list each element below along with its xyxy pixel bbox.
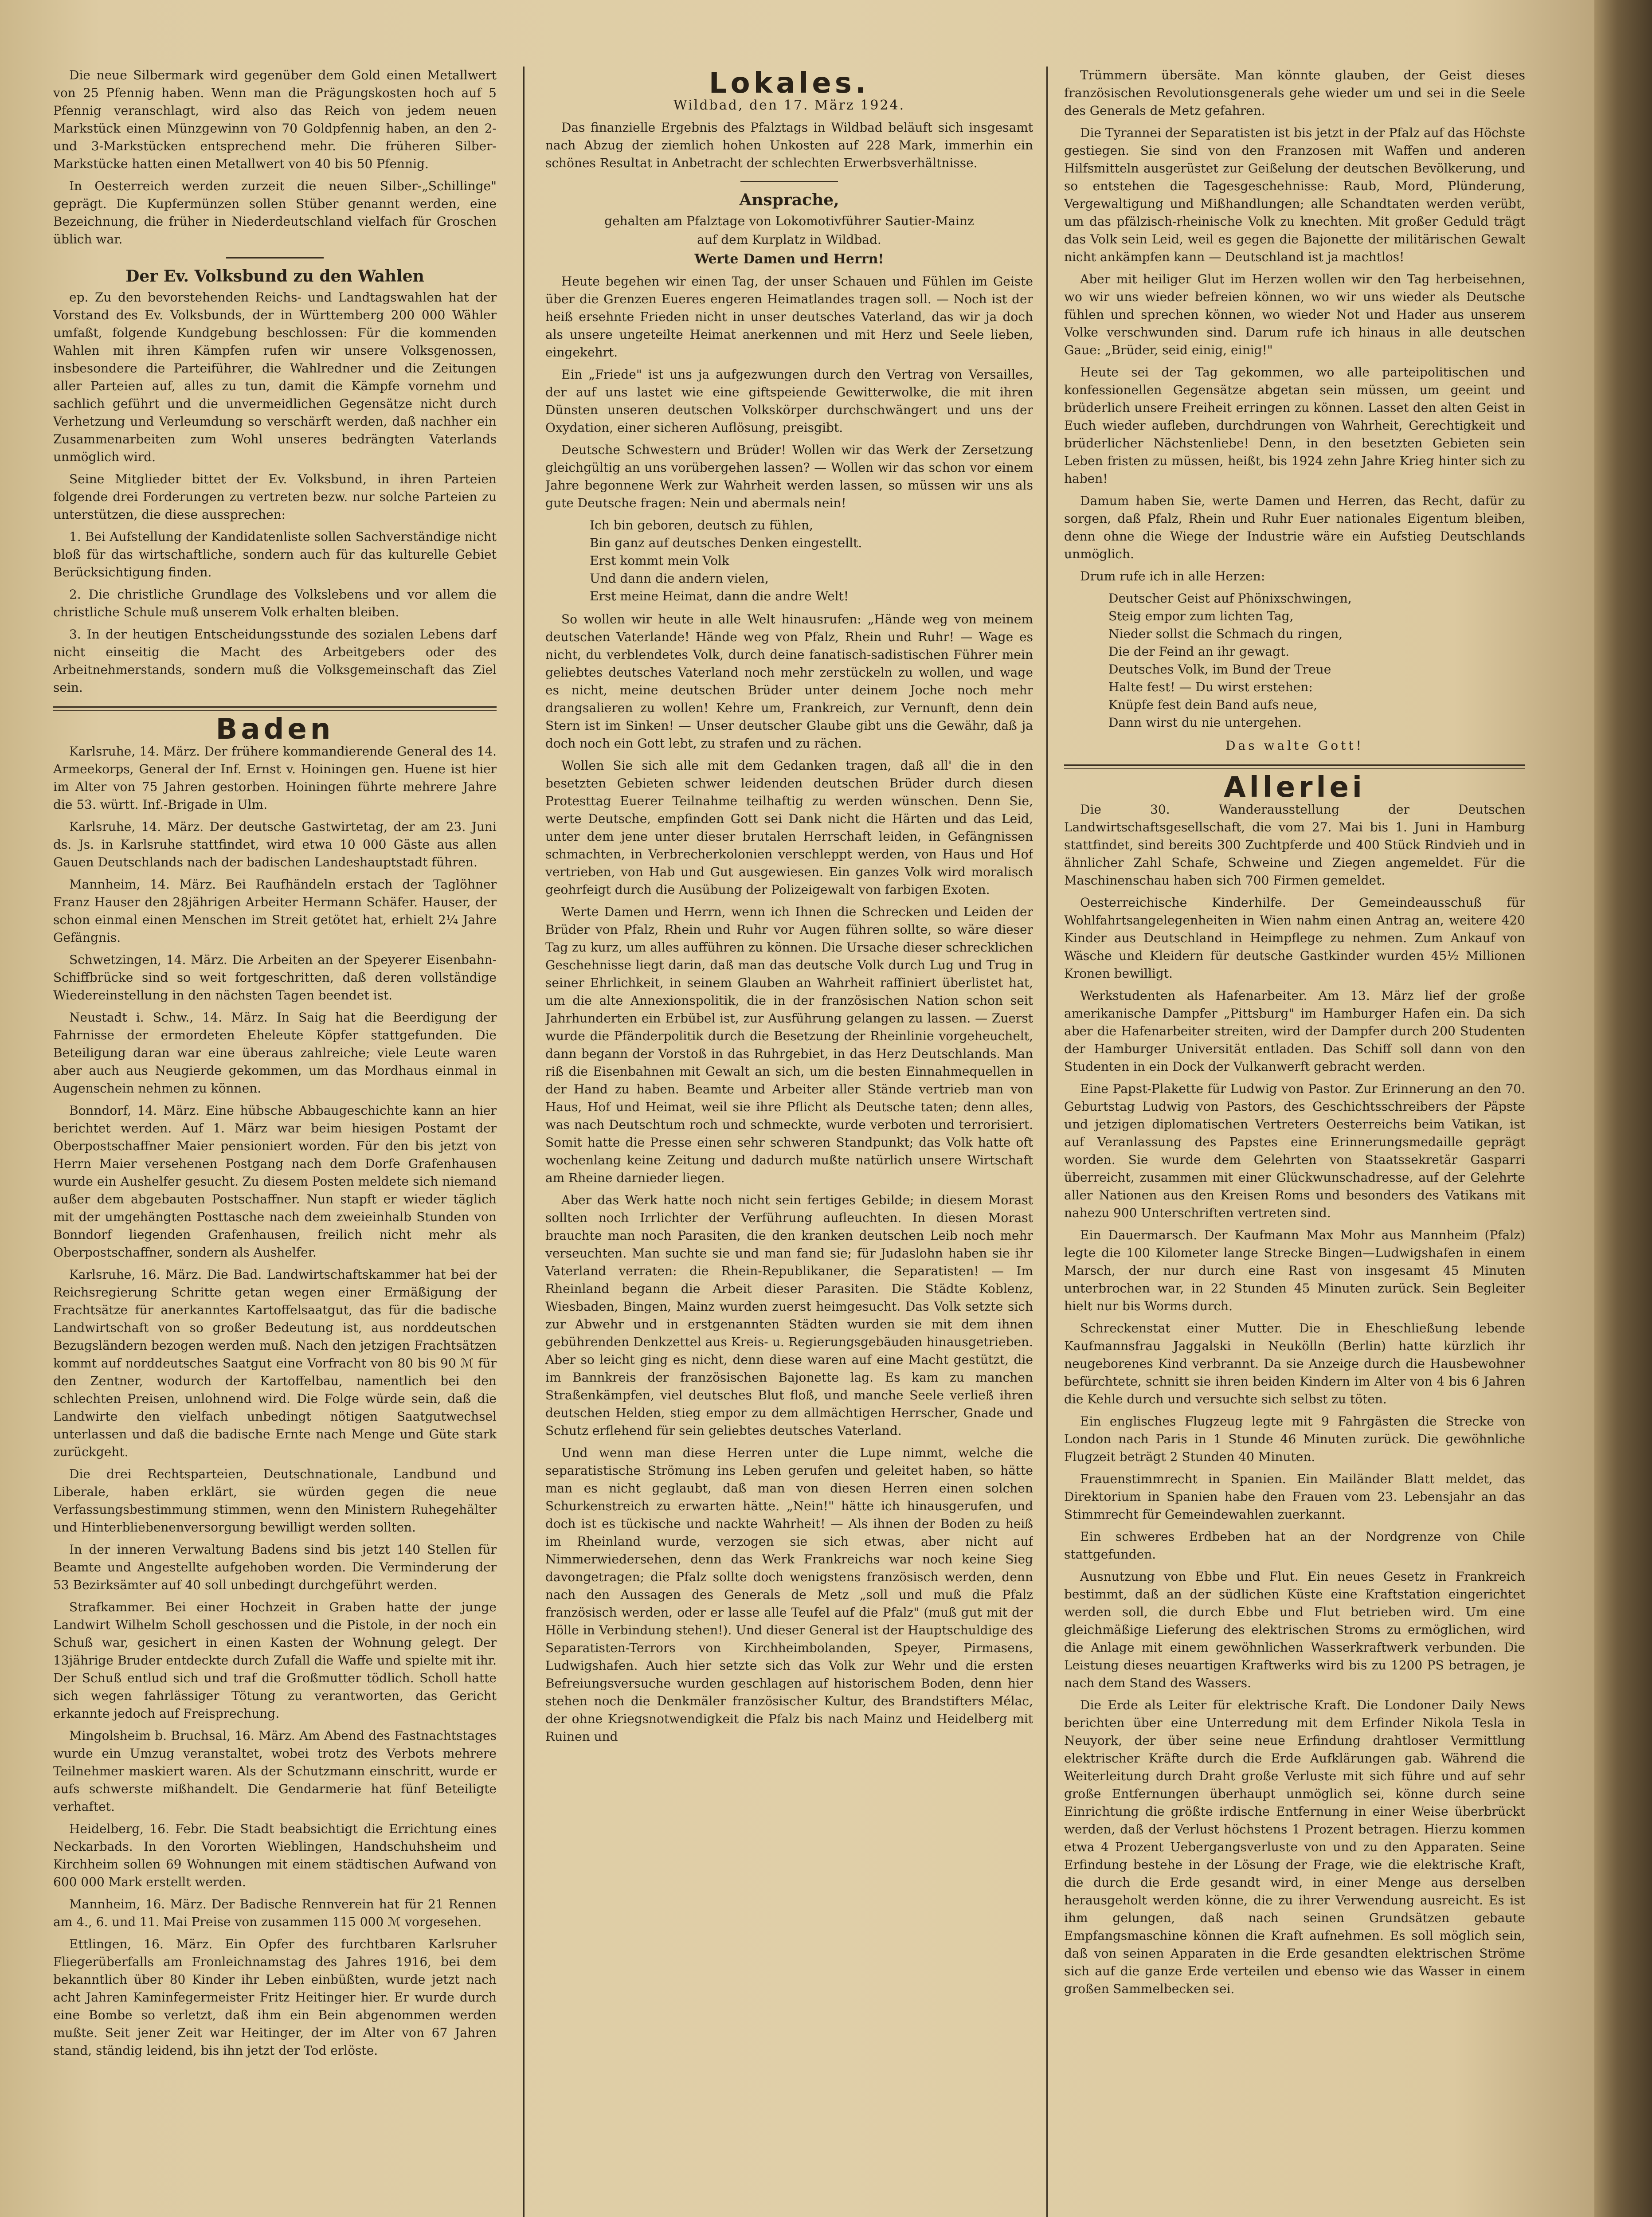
column-rule	[1046, 67, 1048, 2217]
book-binding-edge	[1594, 0, 1652, 2217]
speech-salutation: Werte Damen und Herrn!	[694, 251, 884, 267]
volksbund-paragraph: Seine Mitglieder bittet der Ev. Volksbund, in ihren Parteien folgende drei Forderungen zu vertreten bezw. nur solche Parteien zu unterstützen, die diese aussprechen:	[53, 472, 497, 522]
article-silver-mark: Die neue Silbermark wird gegenüber dem Gold einen Metallwert von 25 Pfennig haben. Wenn man die Prägungskosten hoch auf 5 Pfennig veranschlagt, wird also das Reich von jedem neuen Markstück einen Münzgewinn von 70 Goldpfennig haben, an den 2- und 3-Markstücken entsprechend mehr. Die früheren Silber-Markstücke hatten einen Metallwert von 40 bis 50 Pfennig.	[53, 68, 497, 171]
news-item: Mannheim, 14. März. Bei Raufhändeln erstach der Taglöhner Franz Hauser den 28jährigen Arbeiter Hermann Schäfer. Hauser, der schon einmal einen Menschen im Streit getötet hat, erhielt 2¼ Jahre Gefängnis.	[53, 877, 497, 945]
speech-paragraph: Damum haben Sie, werte Damen und Herren, das Recht, dafür zu sorgen, daß Pfalz, Rhein und Ruhr Euer nationales Eigentum bleiben, denn ohne die Wiege der Industrie wäre ein Aufstieg Deutschlands unmöglich.	[1064, 494, 1525, 561]
poem	[590, 517, 1033, 605]
news-item: Heidelberg, 16. Febr. Die Stadt beabsichtigt die Errichtung eines Neckarbads. In den Vororten Wieblingen, Handschuhsheim und Kirchheim sollen 69 Wohnungen mit einem städtischen Aufwand von 600 000 Mark erstellt werden.	[53, 1821, 497, 1889]
speech-paragraph: Wollen Sie sich alle mit dem Gedanken tragen, daß all' die in den besetzten Gebieten schwer leidenden deutschen Brüder durch diesen Protesttag Euerer Teilnahme teilhaftig zu werden wünschen. Denn Sie, werte Deutsche, empfinden Gott sei Dank nicht die Härten und das Leid, unter dem jene unter dieser brutalen Herrschaft leiden, in Gefängnissen schmachten, in Verbrecherkolonien verschleppt werden, von Haus und Hof vertrieben, von Hab und Gut ausgewiesen. Ein ganzes Volk wird moralisch geohrfeigt durch die Ausübung der Polizeigewalt von farbigen Exoten.	[545, 758, 1033, 897]
news-item: Die 30. Wanderausstellung der Deutschen Landwirtschaftsgesellschaft, die vom 27. Mai bis 1. Juni in Hamburg stattfindet, sind bereits 300 Zuchtpferde und 400 Stück Rindvieh und in ähnlicher Zahl Schafe, Schweine und Ziegen angemeldet. Für die Maschinenschau haben sich 700 Firmen gemeldet.	[1064, 802, 1525, 888]
news-item: Karlsruhe, 14. März. Der frühere kommandierende General des 14. Armeekorps, General der Inf. Ernst v. Hoiningen gen. Huene ist hier im Alter von 75 Jahren gestorben. Hoiningen führte mehrere Jahre die 53. württ. Inf.-Brigade in Ulm.	[53, 744, 497, 812]
column-middle	[545, 67, 1033, 2217]
news-item: Ausnutzung von Ebbe und Flut. Ein neues Gesetz in Frankreich bestimmt, daß an der südlichen Küste eine Kraftstation eingerichtet werden soll, die durch Ebbe und Flut betrieben wird. Um eine gleichmäßige Lieferung des elektrischen Stroms zu ermöglichen, wird die Anlage mit einem gewöhnlichen Wasserkraftwerk verbunden. Die Leistung dieses neuartigen Kraftwerks wird bis zu 1200 PS betragen, je nach dem Stand des Wassers.	[1064, 1569, 1525, 1690]
speech-paragraph: Werte Damen und Herrn, wenn ich Ihnen die Schrecken und Leiden der Brüder von Pfalz, Rhein und Ruhr vor Augen führen sollte, so wäre dieser Tag zu kurz, um alles aufführen zu können. Die Ursache dieser schrecklichen Geschehnisse liegt darin, daß man das deutsche Volk durch Lug und Trug in seiner Ehrlichkeit, in seinem Glauben an Wahrheit raffiniert überlistet hat, um die alte Annexionspolitik, die in der französischen Nation schon seit Jahrhunderten ein Erbübel ist, zur Ausführung gelangen zu lassen. — Zuerst wurde die Pfänderpolitik durch die Besetzung der Rheinlinie vorgeheuchelt, dann begann der Vorstoß in das Ruhrgebiet, in das Herz Deutschlands. Man riß die Eisenbahnen mit Gewalt an sich, um die besten Einnahmequellen in der Hand zu haben. Beamte und Arbeiter aller Stände vertrieb man von Haus, Hof und Heimat, weil sie ihre Pflicht als Deutsche taten; denn alles, was nach Deutschtum roch und schmeckte, wurde verboten und terrorisiert. Somit hatte die Presse einen sehr schweren Standpunkt; das Volk hatte oft wochenlang keine Zeitung und dadurch mußte natürlich unsere Wirtschaft am Rheine darnieder liegen.	[545, 905, 1033, 1185]
speech-paragraph: Aber mit heiliger Glut im Herzen wollen wir den Tag herbeisehnen, wo wir uns wieder befreien können, wo wir uns wieder als Deutsche fühlen und sprechen können, wo wieder Not und Hader aus unserem Volke verschwunden sind. Darum rufe ich hinaus in alle deutschen Gaue: „Brüder, seid einig, einig!"	[1064, 272, 1525, 357]
poem-line: Dann wirst du nie untergehen.	[1108, 715, 1302, 730]
poem-line: Und dann die andern vielen,	[590, 571, 769, 586]
volksbund-paragraph: ep. Zu den bevorstehenden Reichs- und Landtagswahlen hat der Vorstand des Ev. Volksbunds, der in Württemberg 200 000 Wähler umfaßt, folgende Kundgebung beschlossen: Für die kommenden Wahlen mit ihren Kämpfen rufen wir unsere Volksgenossen, insbesondere die Parteiführer, die Wahlredner und die Zeitungen aller Parteien auf, alles zu tun, damit die Kämpfe vornehm und sachlich geführt und die unvermeidlichen Gegensätze nicht durch Verhetzung und Verleumdung so verschärft werden, daß nachher ein Zusammenarbeiten zum Wohl unseres bedrängten Vaterlands unmöglich wird.	[53, 290, 497, 464]
speech-paragraph: Die Tyrannei der Separatisten ist bis jetzt in der Pfalz auf das Höchste gestiegen. Sie sind von den Franzosen mit Waffen und anderen Hilfsmitteln ausgerüstet zur Geißelung der deutschen Bevölkerung, und so entstehen die Tagesgeschehnisse: Raub, Mord, Plünderung, Vergewaltigung und Mißhandlungen; alle Schandtaten werden verübt, um das pfälzisch-rheinische Volk zu knechten. Mit großer Geduld trägt das Volk sein Leid, weil es gegen die Bajonette der militärischen Gewalt nicht ankämpfen kann — Deutschland ist ja machtlos!	[1064, 125, 1525, 264]
news-item: Die drei Rechtsparteien, Deutschnationale, Landbund und Liberale, haben erklärt, sie würden gegen die neue Verfassungsbestimmung stimmen, wenn den Ministern Ruhegehälter und Hinterbliebenenversorgung bewilligt werden sollten.	[53, 1467, 497, 1535]
speech-paragraph: Und wenn man diese Herren unter die Lupe nimmt, welche die separatistische Strömung ins Leben gerufen und geleitet haben, so hätte man es nicht geglaubt, daß man von diesen Herren einen solchen Schurkenstreich zu erwarten hätte. „Nein!" hätte ich hinausgerufen, und doch ist es tückische und nackte Wahrheit! — Als ihnen der Boden zu heiß im Rheinland wurde, verzogen sie sich etwas, aber nicht auf Nimmerwiedersehen, denn das Werk Frankreichs war noch keine Sieg davongetragen; die Pfalz sollte doch wenigstens französisch werden, denn nach den Aussagen des Generals de Metz „soll und muß die Pfalz französisch werden, oder er lasse alle Teufel auf die Pfalz" (muß gut mit der Hölle in Verbindung stehen!). Und dieser General ist der Hauptschuldige des Separatisten-Terrors von Kirchheimbolanden, Speyer, Pirmasens, Ludwigshafen. Auch hier setzte sich das Volk zur Wehr und die ersten Befreiungsversuche wurden geschlagen auf historischem Boden, denn hier stehen noch die Denkmäler französischer Kultur, des Brandstifters Mélac, der ohne Kriegsnotwendigkeit die Pfalz bis nach Mainz und Heidelberg mit Ruinen und	[545, 1445, 1033, 1744]
speech-paragraph: Drum rufe ich in alle Herzen:	[1080, 569, 1265, 584]
poem-line: Deutsches Volk, im Bund der Treue	[1108, 662, 1331, 677]
speech-closing: Das walte Gott!	[1225, 738, 1364, 753]
speech-paragraph: Heute begehen wir einen Tag, der unser Schauen und Fühlen im Geiste über die Grenzen Eueres engeren Heimatlandes tragen soll. — Noch ist der heiß ersehnte Frieden nicht in unser deutsches Vaterland, das wir ja doch als unsere ungeteilte Heimat anerkennen und mit Herz und Seele lieben, eingekehrt.	[545, 274, 1033, 360]
speech-subtitle: auf dem Kurplatz in Wildbad.	[697, 232, 881, 247]
speech-subtitle: gehalten am Pfalztage von Lokomotivführer Sautier-Mainz	[604, 214, 974, 228]
volksbund-demand: 3. In der heutigen Entscheidungsstunde des sozialen Lebens darf nicht einseitig die Macht des Arbeitgebers oder des Arbeitnehmerstands, sondern muß die Volksgemeinschaft das Ziel sein.	[53, 627, 497, 695]
speech-paragraph: Deutsche Schwestern und Brüder! Wollen wir das Werk der Zersetzung gleichgültig an uns vorübergehen lassen? — Wollen wir das schon vor einem Jahre begonnene Werk zur Wahrheit werden lassen, so müssen wir uns als gute Deutsche fragen: Nein und abermals nein!	[545, 443, 1033, 510]
news-item: Bonndorf, 14. März. Eine hübsche Abbaugeschichte kann an hier berichtet werden. Auf 1. März war beim hiesigen Postamt der Oberpostschaffner Maier pensioniert worden. Für den bis jetzt von Herrn Maier versehenen Postgang nach dem Dorfe Grafenhausen wurde ein Aushelfer gesucht. Zu diesem Posten meldete sich niemand außer dem abgebauten Postschaffner. Nun stapft er wieder täglich mit der umgehängten Posttasche nach dem zweieinhalb Stunden von Bonndorf liegenden Grafenhausen, freilich nicht mehr als Oberpostschaffner, sondern als Aushelfer.	[53, 1103, 497, 1260]
poem-line: Bin ganz auf deutsches Denken eingestellt.	[590, 536, 862, 550]
headline-speech: Ansprache,	[739, 191, 839, 209]
news-item: Oesterreichische Kinderhilfe. Der Gemeindeausschuß für Wohlfahrtsangelegenheiten in Wien nahm einen Antrag an, weitere 420 Kinder aus Deutschland in Heimpflege zu nehmen. Zum Ankauf von Wäsche und Kleidern für deutsche Gastkinder wurden 45½ Millionen Kronen bewilligt.	[1064, 895, 1525, 981]
news-item: Mannheim, 16. März. Der Badische Rennverein hat für 21 Rennen am 4., 6. und 11. Mai Preise von zusammen 115 000 ℳ vorgesehen.	[53, 1897, 497, 1929]
news-item: Das finanzielle Ergebnis des Pfalztags in Wildbad beläuft sich insgesamt nach Abzug der ziemlich hohen Unkosten auf 228 Mark, immerhin ein schönes Resultat in Anbetracht der schlechten Erwerbsverhältnisse.	[545, 120, 1033, 170]
poem-line: Halte fest! — Du wirst erstehen:	[1108, 680, 1313, 694]
poem-line: Nieder sollst die Schmach du ringen,	[1108, 627, 1343, 641]
news-item: Eine Papst-Plakette für Ludwig von Pastor. Zur Erinnerung an den 70. Geburtstag Ludwig von Pastors, des Geschichtsschreibers der Päpste und jetzigen diplomatischen Vertreters Oesterreichs beim Vatikan, ist auf Veranlassung des Papstes eine Erinnerungsmedaille geprägt worden. Sie wurde dem Gelehrten von Staatssekretär Gasparri überreicht, zusammen mit einer Glückwunschadresse, auf der Gelehrte aller Nationen aus den Kreisen Roms und besonders des Vatikans mit nahezu 900 Unterschriften vertreten sind.	[1064, 1081, 1525, 1220]
speech-paragraph: So wollen wir heute in alle Welt hinausrufen: „Hände weg von meinem deutschen Vaterlande! Hände weg von Pfalz, Rhein und Ruhr! — Wage es nicht, du verblendetes Volk, durch deine fanatisch-sadistischen Führer mein geliebtes deutsches Vaterland noch mehr zerstückeln zu wollen, und wage es nicht, meine deutschen Brüder unter deinem Joche noch mehr drangsalieren zu wollen! Kehre um, Frankreich, zur Vernunft, denn dein Stern ist im Sinken! — Unser deutscher Glaube gibt uns die Gewähr, daß ja doch noch ein Gott lebt, zu strafen und zu rächen.	[545, 612, 1033, 751]
news-item: Ettlingen, 16. März. Ein Opfer des furchtbaren Karlsruher Fliegerüberfalls am Fronleichnamstag des Jahres 1916, bei dem bekanntlich über 80 Kinder ihr Leben einbüßten, wurde jetzt nach acht Jahren Kaminfegermeister Fritz Heitinger hier. Er wurde durch eine Bombe so verletzt, daß ihm ein Bein abgenommen werden mußte. Seit jener Zeit war Heitinger, der im Alter von 67 Jahren stand, ständig leidend, bis ihn jetzt der Tod erlöste.	[53, 1937, 497, 2058]
news-item: Schreckenstat einer Mutter. Die in Eheschließung lebende Kaufmannsfrau Jaggalski in Neukölln (Berlin) hatte kürzlich ihr neugeborenes Kind verbrannt. Da sie Anzeige durch die Hausbewohner befürchtete, schnitt sie ihren beiden Kindern im Alter von 4 bis 6 Jahren die Kehle durch und versuchte sich selbst zu töten.	[1064, 1321, 1525, 1406]
section-title-lokales: Lokales.	[709, 67, 870, 100]
article-schilling: In Oesterreich werden zurzeit die neuen Silber-„Schillinge" geprägt. Die Kupfermünzen sollen Stüber genannt werden, eine Bezeichnung, die früher in Niederdeutschland vielfach für Groschen üblich war.	[53, 179, 497, 247]
news-item: Mingolsheim b. Bruchsal, 16. März. Am Abend des Fastnachtstages wurde ein Umzug veranstaltet, wobei trotz des Verbots mehrere Teilnehmer maskiert waren. Als der Schutzmann einschritt, wurde er aufs schwerste mißhandelt. Die Gendarmerie hat fünf Beteiligte verhaftet.	[53, 1728, 497, 1814]
news-item: Neustadt i. Schw., 14. März. In Saig hat die Beerdigung der Fahrnisse der ermordeten Eheleute Köpfer stattgefunden. Die Beteiligung daran war eine überaus zahlreiche; viele Leute waren aber auch aus Neugierde gekommen, um das Mordhaus einmal in Augenschein nehmen zu können.	[53, 1010, 497, 1096]
poem	[1108, 590, 1525, 732]
poem-line: Deutscher Geist auf Phönixschwingen,	[1108, 591, 1352, 606]
news-item: In der inneren Verwaltung Badens sind bis jetzt 140 Stellen für Beamte und Angestellte aufgehoben worden. Die Verminderung der 53 Bezirksämter auf 40 soll unbedingt durchgeführt werden.	[53, 1542, 497, 1592]
column-rule	[523, 67, 525, 2217]
poem-line: Erst meine Heimat, dann die andre Welt!	[590, 589, 849, 603]
speech-paragraph: Trümmern übersäte. Man könnte glauben, der Geist dieses französischen Revolutionsgenerals gehe wieder um und sei in die Seele des Generals de Metz gefahren.	[1064, 68, 1525, 118]
column-right	[1064, 67, 1525, 2217]
news-item: Schwetzingen, 14. März. Die Arbeiten an der Speyerer Eisenbahn-Schiffbrücke sind so weit fortgeschritten, daß deren vollständige Wiedereinstellung in den nächsten Tagen beendet ist.	[53, 952, 497, 1003]
section-title-allerlei: Allerlei	[1224, 771, 1366, 804]
section-rule	[53, 706, 497, 711]
news-item: Ein Dauermarsch. Der Kaufmann Max Mohr aus Mannheim (Pfalz) legte die 100 Kilometer lange Strecke Bingen—Ludwigshafen in einem Marsch, der nur durch eine Rast von insgesamt 45 Minuten unterbrochen war, in 22 Stunden 45 Minuten zurück. Sein Begleiter hielt nur bis Worms durch.	[1064, 1228, 1525, 1313]
news-item: Werkstudenten als Hafenarbeiter. Am 13. März lief der große amerikanische Dampfer „Pittsburg" im Hamburger Hafen ein. Da sich aber die Hafenarbeiter streiten, wird der Dampfer durch 200 Studenten der Hamburger Universität entladen. Das Schiff soll dann von den Studenten in ein Dock der Vulkanwerft gebracht werden.	[1064, 988, 1525, 1074]
news-item: Ein englisches Flugzeug legte mit 9 Fahrgästen die Strecke von London nach Paris in 1 Stunde 46 Minuten zurück. Die gewöhnliche Flugzeit beträgt 2 Stunden 40 Minuten.	[1064, 1414, 1525, 1464]
section-divider	[740, 181, 838, 182]
speech-paragraph: Ein „Friede" ist uns ja aufgezwungen durch den Vertrag von Versailles, der auf uns lastet wie eine giftspeiende Gewitterwolke, die mit ihren Dünsten unseren deutschen Volkskörper durchschwängert und uns der Oxydation, einer sicheren Auflösung, preisgibt.	[545, 367, 1033, 435]
section-title-baden: Baden	[215, 713, 334, 746]
poem-line: Die der Feind an ihr gewagt.	[1108, 644, 1290, 659]
news-item: Strafkammer. Bei einer Hochzeit in Graben hatte der junge Landwirt Wilhelm Scholl geschossen und die Pistole, in der noch ein Schuß war, gesichert in einen Kasten der Wohnung gelegt. Der 13jährige Bruder entdeckte durch Zufall die Waffe und spielte mit ihr. Der Schuß entlud sich und traf die Großmutter tödlich. Scholl hatte sich wegen fahrlässiger Tötung zu verantworten, das Gericht erkannte jedoch auf Freisprechung.	[53, 1600, 497, 1721]
volksbund-demand: 2. Die christliche Grundlage des Volkslebens und vor allem die christliche Schule muß unserem Volk erhalten bleiben.	[53, 587, 497, 619]
news-item: Die Erde als Leiter für elektrische Kraft. Die Londoner Daily News berichten über eine Unterredung mit dem Erfinder Nikola Tesla in Neuyork, der über seine neue Erfindung drahtloser Vermittlung elektrischer Kräfte durch die Erde Aufklärungen gab. Während die Weiterleitung durch Draht große Verluste mit sich führe und auf sehr große Entfernungen überhaupt unmöglich sei, könne durch seine Einrichtung die größte irdische Entfernung in einer Weise überbrückt werden, daß der Verlust höchstens 1 Prozent betragen. Hierzu kommen etwa 4 Prozent Uebergangsverluste von und zu den Apparaten. Seine Erfindung bestehe in der Lösung der Frage, wie die elektrische Kraft, die durch die Erde gesandt wird, in einer Menge aus derselben herausgeholt werden könne, die zu ihrer Verwendung ausreicht. Es ist ihm gelungen, daß nach seinen Grundsätzen gebaute Empfangsmaschine können die Kraft aufnehmen. Es soll möglich sein, daß von seinen Apparaten in die Erde gesandten elektrischen Ströme sich auf die ganze Erde verteilen und ebenso wie das Wasser in einem großen Sammelbecken sei.	[1064, 1698, 1525, 1996]
news-item: Frauenstimmrecht in Spanien. Ein Mailänder Blatt meldet, das Direktorium in Spanien habe den Frauen vom 23. Lebensjahr an das Stimmrecht für Gemeindewahlen zuerkannt.	[1064, 1472, 1525, 1522]
news-item: Karlsruhe, 14. März. Der deutsche Gastwirtetag, der am 23. Juni ds. Js. in Karlsruhe stattfindet, wird etwa 10 000 Gäste aus allen Gauen Deutschlands nach der badischen Landeshauptstadt führen.	[53, 819, 497, 870]
speech-paragraph: Heute sei der Tag gekommen, wo alle parteipolitischen und konfessionellen Gegensätze abgetan sein müssen, um geeint und brüderlich unsere Freiheit erringen zu können. Lasset den alten Geist in Euch wieder aufleben, durchdrungen von Wahrheit, Gerechtigkeit und brüderlicher Nächstenliebe! Denn, in den besetzten Gebieten sein Leben fristen zu müssen, heißt, bis 1924 zehn Jahre Krieg hinter sich zu haben!	[1064, 365, 1525, 486]
news-item: Ein schweres Erdbeben hat an der Nordgrenze von Chile stattgefunden.	[1064, 1529, 1525, 1562]
poem-line: Ich bin geboren, deutsch zu fühlen,	[590, 518, 813, 533]
news-item: Karlsruhe, 16. März. Die Bad. Landwirtschaftskammer hat bei der Reichsregierung Schritte getan wegen einer Ermäßigung der Frachtsätze für anerkanntes Kartoffelsaatgut, das für die badische Landwirtschaft von so großer Bedeutung ist, aus norddeutschen Bezugsländern bezogen werden muß. Nach den jetzigen Frachtsätzen kommt auf norddeutsches Saatgut eine Vorfracht von 80 bis 90 ℳ für den Zentner, wodurch der Kartoffelbau, namentlich bei den schlechten Preisen, unlohnend wird. Die Folge würde sein, daß die Landwirte den vielfach unbedingt nötigen Saatgutwechsel unterlassen und daß die badische Ernte nach Menge und Güte stark zurückgeht.	[53, 1267, 497, 1459]
speech-paragraph: Aber das Werk hatte noch nicht sein fertiges Gebilde; in diesem Morast sollten noch Irrlichter der Verführung aufleuchten. In diesen Morast brauchte man noch Parasiten, die den kranken deutschen Leib noch mehr verseuchten. Man suchte sie und man fand sie; für Judaslohn haben sie ihr Vaterland verraten: die Rhein-Republikaner, die Separatisten! — Im Rheinland begann die Arbeit dieser Parasiten. Die Städte Koblenz, Wiesbaden, Bingen, Mainz wurden zuerst heimgesucht. Das Volk setzte sich zur Abwehr und in erstgenannten Städten wurden sie mit dem ihnen gebührenden Denkzettel aus Kreis- u. Regierungsgebäuden hinausgetrieben. Aber so leicht ging es nicht, denn diese waren auf eine Macht gestützt, die im Bannkreis der französischen Bajonette lag. Es kam zu manchen Straßenkämpfen, viel deutsches Blut floß, und manche Seele verließ ihren deutschen Helden, stieg empor zu dem allmächtigen Herrscher, Gnade und Schutz erflehend für sein geliebtes deutsches Vaterland.	[545, 1193, 1033, 1438]
volksbund-demand: 1. Bei Aufstellung der Kandidatenliste sollen Sachverständige nicht bloß für das wirtschaftliche, sondern auch für das kulturelle Gebiet Berücksichtigung finden.	[53, 529, 497, 580]
section-rule	[1064, 764, 1525, 769]
column-left	[53, 67, 497, 2217]
poem-line: Knüpfe fest dein Band aufs neue,	[1108, 697, 1318, 712]
section-divider	[226, 257, 324, 259]
dateline: Wildbad, den 17. März 1924.	[673, 98, 905, 113]
poem-line: Erst kommt mein Volk	[590, 553, 729, 568]
poem-line: Steig empor zum lichten Tag,	[1108, 609, 1294, 623]
headline-volksbund: Der Ev. Volksbund zu den Wahlen	[125, 267, 424, 286]
